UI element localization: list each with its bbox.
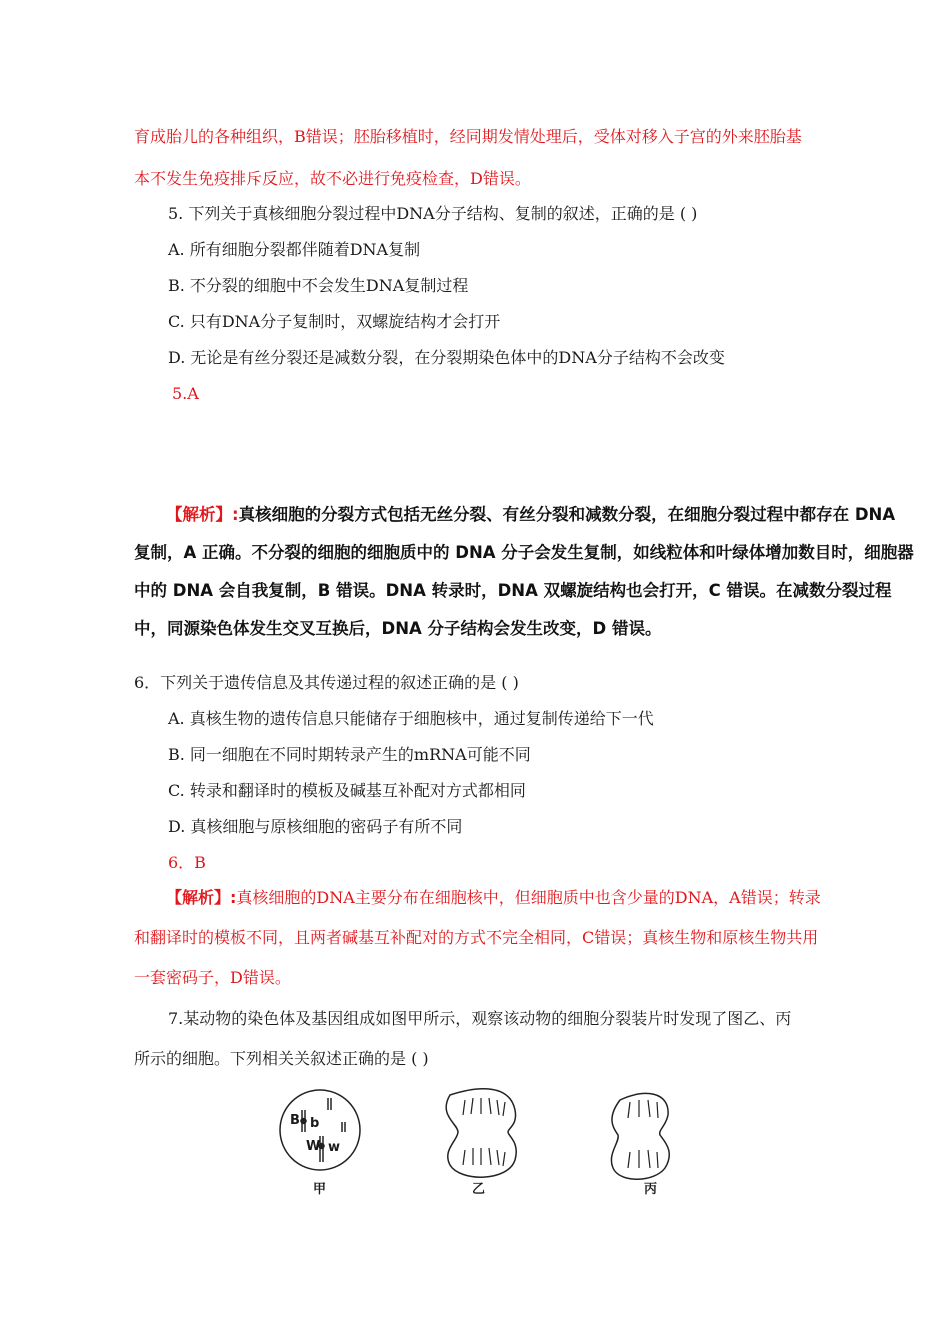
figure-label-bing: 丙 — [644, 1182, 658, 1197]
gene-label-W: W — [306, 1139, 321, 1154]
q5-option-a: A. 所有细胞分裂都伴随着DNA复制 — [168, 240, 421, 259]
q5-analysis — [134, 496, 914, 648]
q5-stem: 5. 下列关于真核细胞分裂过程中DNA分子结构、复制的叙述，正确的是 ( ) — [168, 204, 698, 223]
q5-option-b: B. 不分裂的细胞中不会发生DNA复制过程 — [168, 276, 469, 295]
q5-answer: 5.A — [172, 384, 199, 403]
prev-answer-line-2: 本不发生免疫排斥反应，故不必进行免疫检查，D错误。 — [134, 169, 531, 188]
q5-option-c: C. 只有DNA分子复制时，双螺旋结构才会打开 — [168, 312, 501, 331]
q6-analysis-text: 真核细胞的DNA主要分布在细胞核中，但细胞质中也含少量的DNA，A错误；转录和翻译时的模板不同，且两者碱基互补配对的方式不完全相同，C错误；真核生物和原核生物共用一套密码子，D错误。 — [134, 888, 821, 987]
gene-label-B: B — [290, 1113, 300, 1128]
gene-label-b: b — [310, 1116, 320, 1131]
cell-yi — [446, 1089, 516, 1177]
q5-analysis-text: 真核细胞的分裂方式包括无丝分裂、有丝分裂和减数分裂，在细胞分裂过程中都存在 DNA 复制，A 正确。不分裂的细胞的细胞质中的 DNA 分子会发生复制，如线粒体和叶绿体增加数目时，细胞器中的 DNA 会自我复制，B 错误。DNA 转录时，DNA 双螺旋结构也会打开，C 错误。在减数分裂过程中，同源染色体发生交叉互换后，DNA 分子结构会发生改变，D 错误。 — [134, 505, 914, 638]
q6-answer: 6．B — [168, 853, 206, 872]
figure-label-yi: 乙 — [472, 1182, 486, 1197]
q6-option-a: A. 真核生物的遗传信息只能储存于细胞核中，通过复制传递给下一代 — [168, 709, 654, 728]
cell-bing — [611, 1093, 669, 1179]
q7-stem-line-1: 7.某动物的染色体及基因组成如图甲所示，观察该动物的细胞分裂装片时发现了图乙、丙 — [168, 1009, 792, 1028]
cell-jia — [280, 1090, 360, 1170]
q6-option-c: C. 转录和翻译时的模板及碱基互补配对方式都相同 — [168, 781, 526, 800]
q6-analysis — [134, 878, 824, 998]
q5-analysis-tag: 【解析】: — [166, 505, 239, 524]
q7-stem-line-2: 所示的细胞。下列相关关叙述正确的是 ( ) — [134, 1049, 429, 1068]
figure-label-jia: 甲 — [313, 1182, 327, 1197]
q6-analysis-tag: 【解析】: — [166, 888, 237, 907]
q6-option-b: B. 同一细胞在不同时期转录产生的mRNA可能不同 — [168, 745, 531, 764]
q5-option-d: D. 无论是有丝分裂还是减数分裂，在分裂期染色体中的DNA分子结构不会改变 — [168, 348, 725, 367]
q6-stem: 6．下列关于遗传信息及其传递过程的叙述正确的是 ( ) — [134, 673, 519, 692]
gene-label-w: w — [328, 1140, 341, 1155]
prev-answer-line-1: 育成胎儿的各种组织，B错误；胚胎移植时，经同期发情处理后，受体对移入子宫的外来胚胎基 — [134, 127, 802, 146]
q7-figure — [270, 1080, 690, 1200]
q6-option-d: D. 真核细胞与原核细胞的密码子有所不同 — [168, 817, 463, 836]
